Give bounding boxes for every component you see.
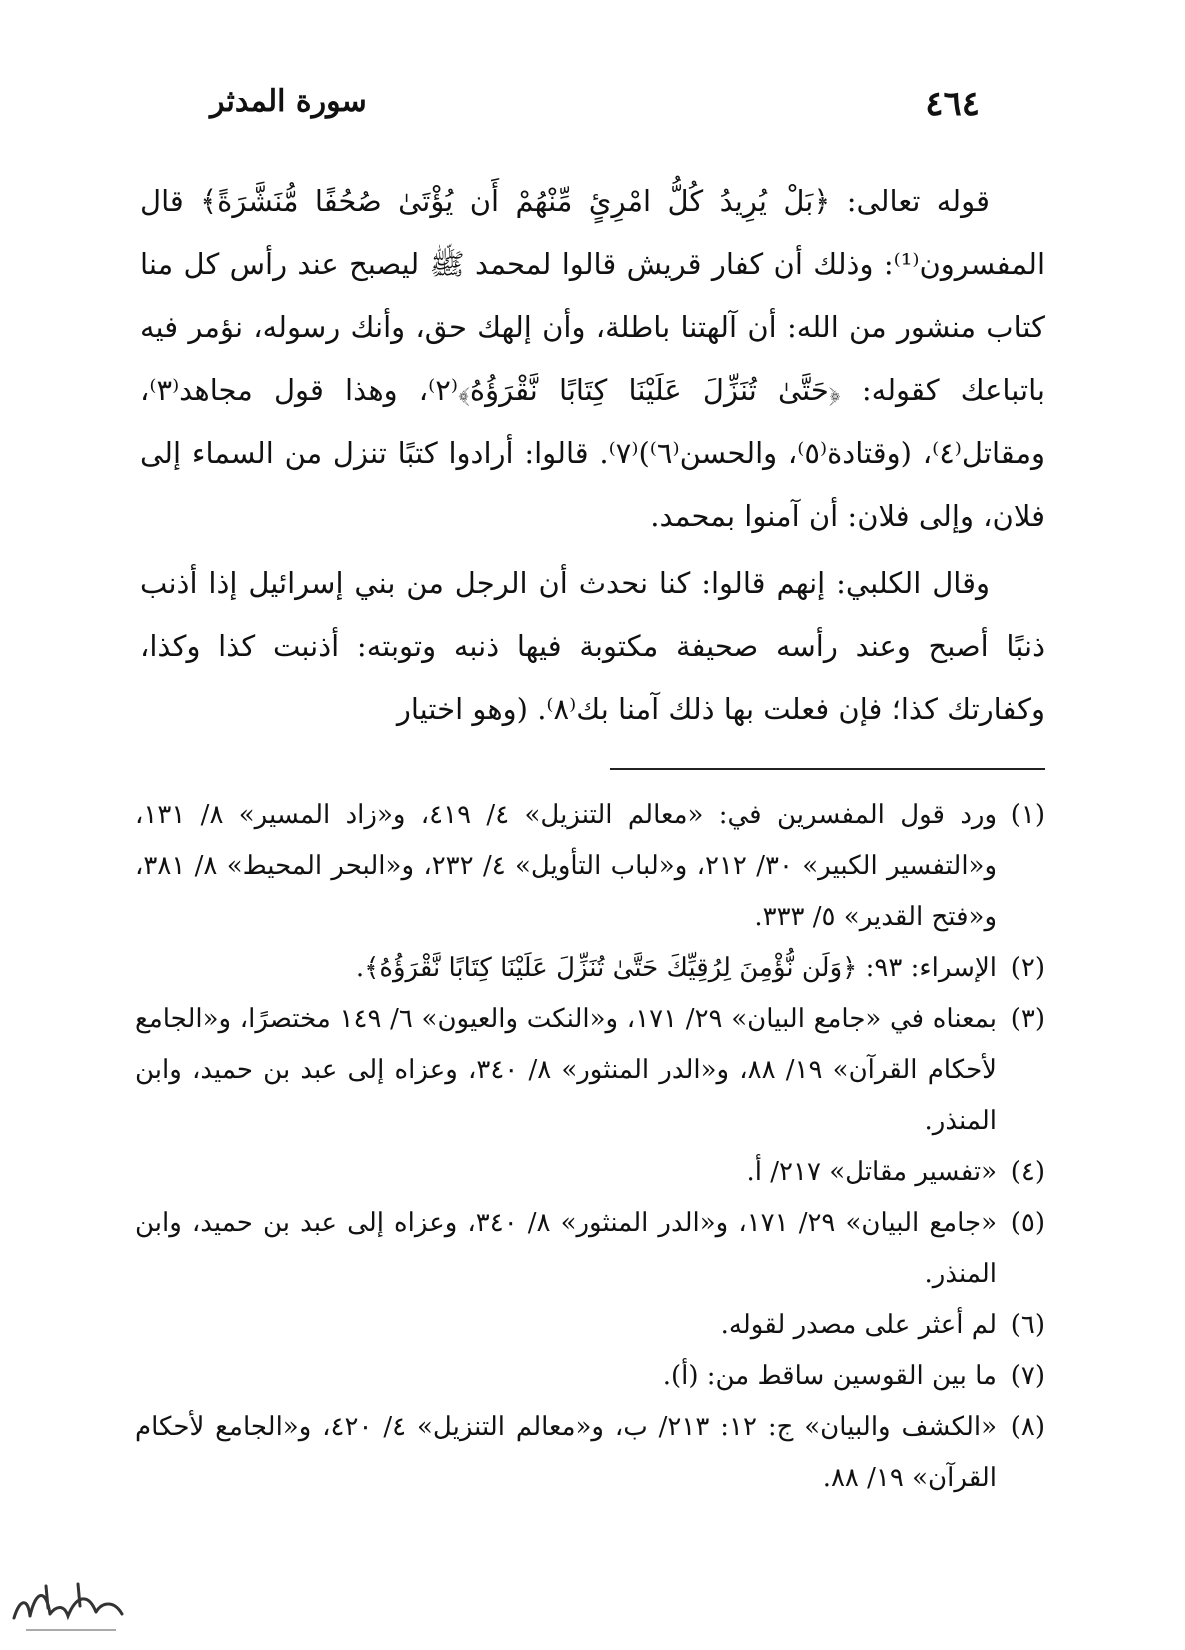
footnote — [135, 1351, 1045, 1402]
footnote — [135, 994, 1045, 1147]
main-text — [140, 170, 1045, 741]
footnote-text: ورد قول المفسرين في: «معالم التنزيل» ٤/ ٤١٩، و«زاد المسير» ٨/ ١٣١، و«التفسير الكبير» ٣٠/ ٢١٢، و«لباب التأويل» ٤/ ٢٣٢، و«البحر المحيط» ٨/ ٣٨١، و«فتح القدير» ٥/ ٣٣٣. — [135, 800, 998, 932]
footnote-text: بمعناه في «جامع البيان» ٢٩/ ١٧١، و«النكت والعيون» ٦/ ١٤٩ مختصرًا، و«الجامع لأحكام القرآن» ١٩/ ٨٨، و«الدر المنثور» ٨/ ٣٤٠، وعزاه إلى عبد بن حميد، وابن المنذر. — [135, 1004, 997, 1136]
running-title: سورة المدثر — [210, 84, 367, 119]
footnote-number: (٨) — [1010, 1412, 1045, 1442]
footnote — [135, 943, 1045, 994]
footnote — [135, 1300, 1045, 1351]
calligraphy-logo-icon — [6, 1578, 136, 1640]
footnote-number: (١) — [1010, 800, 1045, 830]
footnote-number: (٢) — [1010, 953, 1045, 983]
footnote-text: لم أعثر على مصدر لقوله. — [720, 1310, 997, 1340]
page-number: ٤٦٤ — [925, 84, 980, 124]
footnote-text: «الكشف والبيان» ج: ١٢: ٢١٣/ ب، و«معالم التنزيل» ٤/ ٤٢٠، و«الجامع لأحكام القرآن» ١٩/ ٨٨. — [135, 1412, 998, 1493]
footnote — [135, 790, 1045, 943]
paragraph: قوله تعالى: ﴿بَلْ يُرِيدُ كُلُّ امْرِئٍ مِّنْهُمْ أَن يُؤْتَىٰ صُحُفًا مُّنَشَّرَةً﴾ قال المفسرون⁽¹⁾: وذلك أن كفار قريش قالوا لمحمد ﷺ ليصبح عند رأس كل منا كتاب منشور من الله: أن آلهتنا باطلة، وأن إلهك حق، وأنك رسوله، نؤمر فيه باتباعك كقوله: ﴿حَتَّىٰ تُنَزِّلَ عَلَيْنَا كِتَابًا نَّقْرَؤُهُ﴾⁽٢⁾، وهذا قول مجاهد⁽٣⁾، ومقاتل⁽٤⁾، (وقتادة⁽٥⁾، والحسن⁽٦⁾)⁽٧⁾. قالوا: أرادوا كتبًا تنزل من السماء إلى فلان، وإلى فلان: أن آمنوا بمحمد. — [140, 184, 1045, 533]
footnote-number: (٧) — [1010, 1361, 1045, 1391]
footnote-number: (٣) — [1010, 1004, 1045, 1034]
footnote-text: ما بين القوسين ساقط من: (أ). — [662, 1361, 997, 1391]
page-header — [210, 78, 980, 134]
footnote — [135, 1198, 1045, 1300]
footnote — [135, 1147, 1045, 1198]
paragraph: وقال الكلبي: إنهم قالوا: كنا نحدث أن الرجل من بني إسرائيل إذا أذنب ذنبًا أصبح وعند رأسه صحيفة مكتوبة فيها ذنبه وتوبته: أذنبت كذا وكذا، وكفارتك كذا؛ فإن فعلت بها ذلك آمنا بك⁽٨⁾. (وهو اختيار — [140, 566, 1045, 726]
footnote — [135, 1402, 1045, 1504]
footnote-text: الإسراء: ٩٣: ﴿وَلَن نُّؤْمِنَ لِرُقِيِّكَ حَتَّىٰ تُنَزِّلَ عَلَيْنَا كِتَابًا نَّقْرَؤُهُ﴾. — [355, 953, 997, 983]
footnote-number: (٦) — [1010, 1310, 1045, 1340]
footnote-number: (٥) — [1010, 1208, 1045, 1238]
footnote-number: (٤) — [1010, 1157, 1045, 1187]
footnote-divider — [610, 768, 1045, 770]
footnote-text: «تفسير مقاتل» ٢١٧/ أ. — [746, 1157, 997, 1187]
footnotes — [135, 790, 1045, 1504]
footnote-text: «جامع البيان» ٢٩/ ١٧١، و«الدر المنثور» ٨/ ٣٤٠، وعزاه إلى عبد بن حميد، وابن المنذر. — [135, 1208, 997, 1289]
